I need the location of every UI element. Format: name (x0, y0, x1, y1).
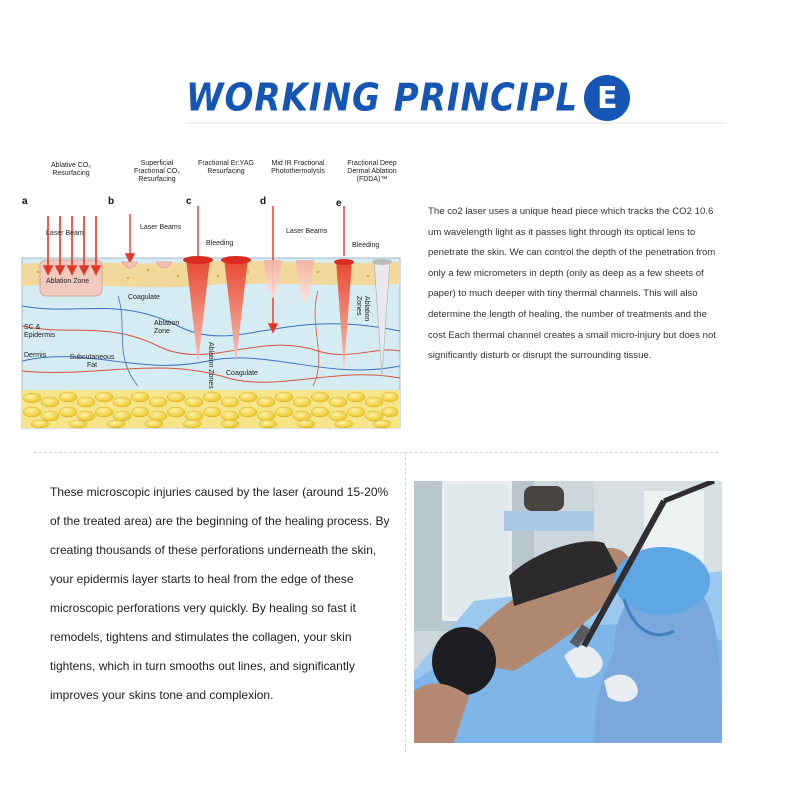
title-divider (186, 122, 726, 124)
label-dermis: Dermis (24, 352, 47, 359)
column-heading-b: Superficial Fractional CO₂ Resurfacing (134, 160, 180, 183)
horizontal-divider (34, 452, 718, 453)
title-text: WORKING PRINCIPL (186, 75, 579, 121)
column-heading-a: Ablative CO₂ Resurfacing (50, 162, 92, 177)
column-heading-c: Fractional Er:YAG Resurfacing (198, 160, 254, 175)
skin-cross-section-illustration (18, 156, 408, 438)
label-ablation-zones-e: Ablation Zones (355, 296, 370, 322)
vertical-divider (405, 452, 406, 752)
label-laser-beam: Laser Beam (46, 230, 84, 237)
column-letter-c: c (186, 196, 192, 207)
label-coagulate-2: Coagulate (226, 370, 258, 377)
title-e-badge: E (584, 75, 630, 121)
label-coagulate-1: Coagulate (128, 294, 160, 301)
label-laser-beams-d: Laser Beams (286, 228, 328, 235)
page-title (186, 70, 630, 126)
column-letter-b: b (108, 196, 115, 207)
treatment-photo (414, 481, 722, 743)
label-ablation-zones-c: Ablation Zones (207, 342, 214, 389)
label-bleeding-c: Bleeding (206, 240, 234, 247)
description-paragraph-top: The co2 laser uses a unique head piece which tracks the CO2 10.6 um wavelength light as it passes light through its optical lens to penetrate the skin. We can control the depth of the penetration from only a few micrometers in depth (only as deep as a few sheets of paper) to much deeper with tiny thermal channels. This will also determine the length of healing, the number of treatments and the cost Each thermal channel creates a small micro-injury but does not significantly disturb or disrupt the surrounding tissue. (428, 206, 716, 362)
column-letter-e: e (336, 198, 342, 209)
column-letter-d: d (260, 196, 267, 207)
label-bleeding-e: Bleeding (352, 242, 380, 249)
column-letter-a: a (22, 196, 28, 207)
description-paragraph-bottom: These microscopic injuries caused by the laser (around 15-20% of the treated area) are the beginning of the healing process. By creating thousands of these perforations underneath the skin, your epidermis layer starts to heal from the edge of these microscopic perforations very quickly. By healing so fast it remodels, tightens and stimulates the collagen, your skin tightens, which in turn smooths out lines, and significantly improves your skins tone and complexion. (50, 485, 390, 702)
label-ablation-zone-b: Ablation Zone (154, 320, 180, 335)
column-heading-e: Fractional Deep Dermal Ablation (FDDA)™ (347, 160, 397, 183)
laser-resurfacing-diagram (18, 156, 408, 438)
label-subcutaneous-fat: Subcutaneous Fat (69, 354, 115, 369)
label-laser-beams-b: Laser Beams (140, 224, 182, 231)
label-ablation-zone: Ablation Zone (46, 278, 90, 285)
label-sc-epidermis: SC & Epidermis (24, 324, 56, 339)
column-heading-d: Mid IR Fractional Photothermolysis (271, 160, 325, 175)
